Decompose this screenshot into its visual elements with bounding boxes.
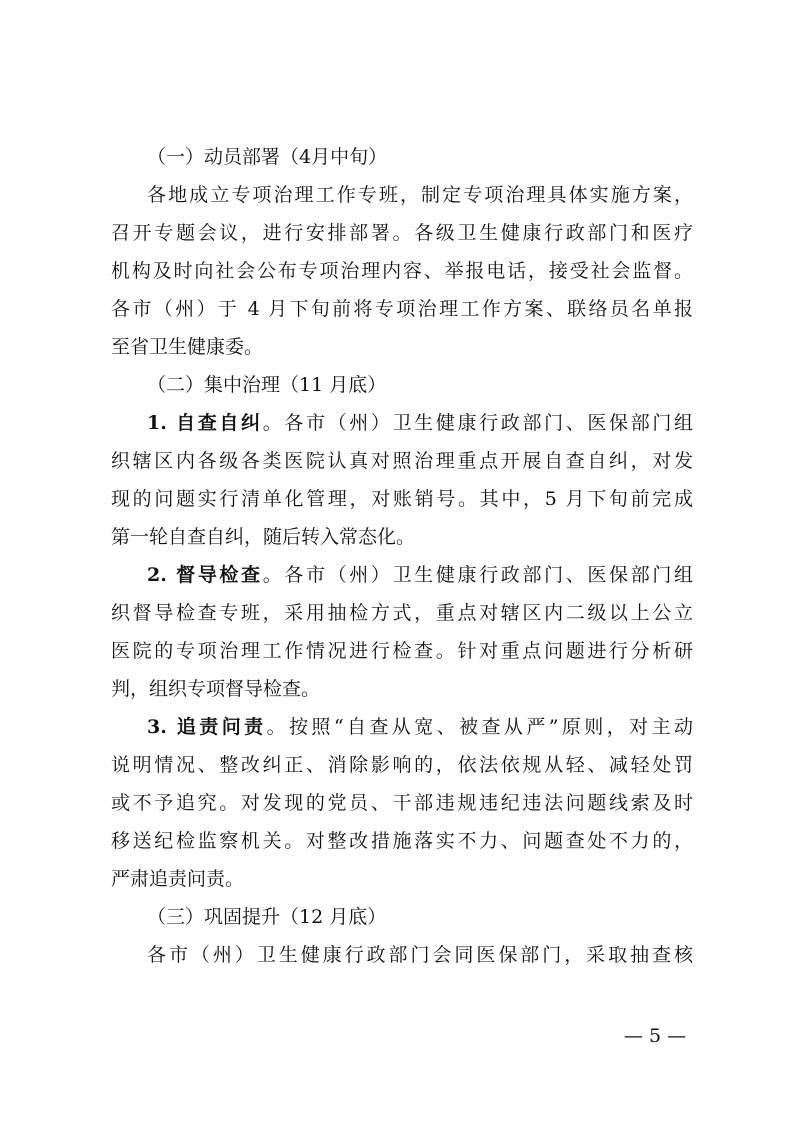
text-line-text: 各市（州）卫生健康行政部门会同医保部门，采取抽查核 (147, 944, 693, 966)
text-line-content (111, 480, 693, 518)
text-line-content (147, 898, 693, 936)
text-line-content (111, 670, 693, 708)
text-line (111, 480, 693, 518)
text-line (111, 936, 693, 974)
text-line-text: （三）巩固提升（12 月底） (147, 906, 387, 928)
text-line (111, 822, 693, 860)
text-line-content (111, 784, 693, 822)
text-line (111, 252, 693, 290)
text-line-text: 严肃追责问责。 (111, 868, 245, 890)
text-line-text: 召开专题会议，进行安排部署。各级卫生健康行政部门和医疗 (111, 222, 693, 244)
text-line-content (111, 632, 693, 670)
text-line-text: 第一轮自查自纠，随后转入常态化。 (111, 526, 416, 548)
text-line (111, 138, 693, 176)
text-line (111, 214, 693, 252)
text-line (111, 556, 693, 594)
text-line-content (147, 176, 693, 214)
text-line-text: 。各市（州）卫生健康行政部门、医保部门组 (262, 564, 693, 586)
text-line-content (111, 860, 693, 898)
text-line-content (111, 214, 693, 252)
text-line-text: 织辖区内各级各类医院认真对照治理重点开展自查自纠，对发 (111, 450, 693, 472)
text-line-content (147, 936, 693, 974)
text-line (111, 176, 693, 214)
text-line (111, 366, 693, 404)
text-line-content (147, 708, 693, 746)
text-line-content (147, 404, 693, 442)
text-line (111, 708, 693, 746)
text-line-content (147, 556, 693, 594)
text-line (111, 898, 693, 936)
text-line (111, 670, 693, 708)
text-line-text: 。各市（州）卫生健康行政部门、医保部门组 (262, 412, 693, 434)
text-line-content (147, 138, 693, 176)
page-number: — 5 — (623, 1025, 687, 1047)
text-line (111, 328, 693, 366)
text-line (111, 404, 693, 442)
text-line-text: 。按照“自查从宽、被查从严”原则，对主动 (266, 716, 693, 738)
text-line-text: 或不予追究。对发现的党员、干部违规违纪违法问题线索及时 (111, 792, 693, 814)
text-line-content (111, 822, 693, 860)
text-line (111, 746, 693, 784)
text-line-text: 说明情况、整改纠正、消除影响的，依法依规从轻、减轻处罚 (111, 754, 693, 776)
text-line (111, 632, 693, 670)
text-line-text: （一）动员部署（4月中旬） (147, 146, 388, 168)
text-line-content (111, 746, 693, 784)
item-heading: 2. 督导检查 (147, 564, 263, 586)
text-line-text: 各市（州）于 4 月下旬前将专项治理工作方案、联络员名单报 (111, 298, 693, 320)
text-line-text: 各地成立专项治理工作专班，制定专项治理具体实施方案， (147, 184, 693, 206)
text-line (111, 784, 693, 822)
text-line-content (111, 328, 693, 366)
text-line-text: 判，组织专项督导检查。 (111, 678, 321, 700)
text-line-text: 现的问题实行清单化管理，对账销号。其中，5 月下旬前完成 (111, 488, 693, 510)
text-line (111, 594, 693, 632)
text-line-content (111, 252, 693, 290)
item-heading: 3. 追责问责 (147, 716, 267, 738)
text-line-text: 织督导检查专班，采用抽检方式，重点对辖区内二级以上公立 (111, 602, 693, 624)
text-line-text: 至省卫生健康委。 (111, 336, 264, 358)
item-heading: 1. 自查自纠 (147, 412, 263, 434)
text-line-content (111, 518, 693, 556)
text-line (111, 290, 693, 328)
text-line (111, 860, 693, 898)
text-line-content (111, 290, 693, 328)
text-line (111, 442, 693, 480)
text-line-content (111, 442, 693, 480)
text-line (111, 518, 693, 556)
text-line-text: 机构及时向社会公布专项治理内容、举报电话，接受社会监督。 (111, 260, 693, 282)
document-body (111, 138, 693, 974)
text-line-content (147, 366, 693, 404)
text-line-content (111, 594, 693, 632)
text-line-text: （二）集中治理（11 月底） (147, 374, 387, 396)
text-line-text: 医院的专项治理工作情况进行检查。针对重点问题进行分析研 (111, 640, 693, 662)
text-line-text: 移送纪检监察机关。对整改措施落实不力、问题查处不力的， (111, 830, 693, 852)
